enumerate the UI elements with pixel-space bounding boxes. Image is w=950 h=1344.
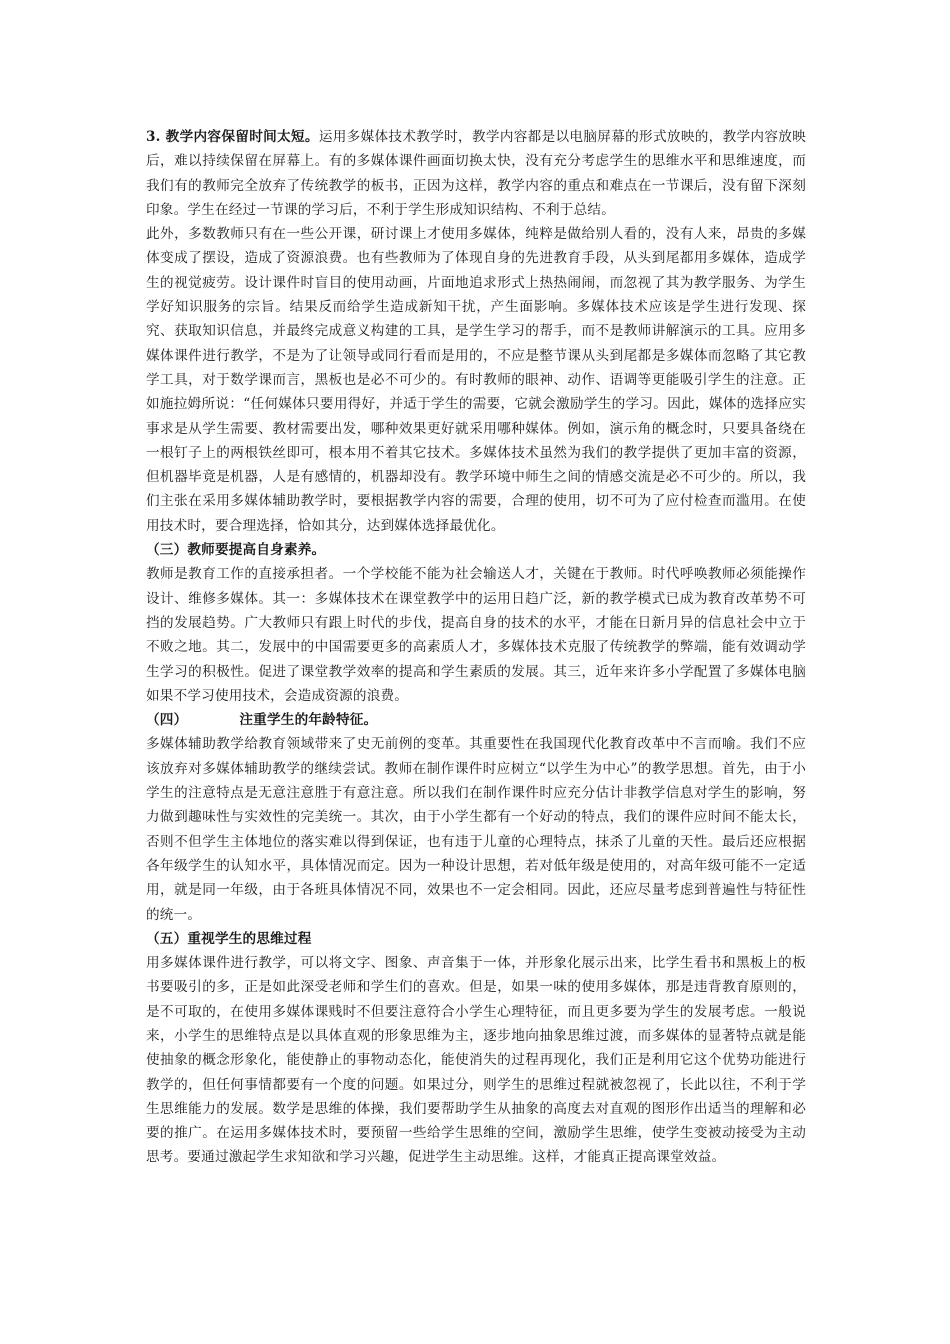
section-three-heading: （三）教师要提高自身素养。 xyxy=(146,542,326,559)
section-four-heading xyxy=(146,708,806,732)
section-3-body: 运用多媒体技术教学时，教学内容都是以电脑屏幕的形式放映的，教学内容放映后，难以持续保留在屏幕上。有的多媒体课件画面切换太快，没有充分考虑学生的思维水平和思维速度，而我们有的教师完全放弃了传统教学的板书，正因为这样，教学内容的重点和难点在一节课后，没有留下深刻印象。学生在经过一节课的学习后，不利于学生形成知识结构、不利于总结。 xyxy=(146,129,806,218)
section-five-heading: （五）重视学生的思维过程 xyxy=(146,930,312,947)
section-3-paragraph xyxy=(146,125,806,222)
section-3-title: 3. 教学内容保留时间太短。 xyxy=(146,129,319,145)
section-three-body: 教师是教育工作的直接承担者。一个学校能不能为社会输送人才，关键在于教师。时代呼唤教师必须能操作设计、维修多媒体。其一：多媒体技术在课堂教学中的运用日趋广泛，新的教学模式已成为教育改革势不可挡的发展趋势。广大教师只有跟上时代的步伐，提高自身的技术的水平，才能在日新月异的信息社会中立于不败之地。其二，发展中的中国需要更多的高素质人才，多媒体技术克服了传统教学的弊端，能有效调动学生学习的积极性。促进了课堂教学效率的提高和学生素质的发展。其三，近年来许多小学配置了多媒体电脑如果不学习使用技术，会造成资源的浪费。 xyxy=(146,566,806,704)
section-four-body: 多媒体辅助教学给教育领域带来了史无前例的变革。其重要性在我国现代化教育改革中不言而喻。我们不应该放弃对多媒体辅助教学的继续尝试。教师在制作课件时应树立“以学生为中心”的教学思想。首先，由于小学生的注意特点是无意注意胜于有意注意。所以我们在制作课件时应充分估计非教学信息对学生的影响，努力做到趣味性与实效性的完美统一。其次，由于小学生都有一个好动的特点，我们的课件应时间不能太长，否则不但学生主体地位的落实难以得到保证，也有违于儿童的心理特点，抹杀了儿童的天性。最后还应根据各年级学生的认知水平，具体情况而定。因为一种设计思想，若对低年级是使用的，对高年级可能不一定适用，就是同一年级，由于各班具体情况不同，效果也不一定会相同。因此，还应尽量考虑到普遍性与特征性的统一。 xyxy=(146,736,806,923)
section-four-heading-number: （四） xyxy=(146,712,188,729)
moreover-paragraph: 此外，多数教师只有在一些公开课，研讨课上才使用多媒体，纯粹是做给别人看的，没有人来，昂贵的多媒体变成了摆设，造成了资源浪费。也有些教师为了体现自身的先进教育手段，从头到尾都用多媒体，造成学生的视觉疲劳。设计课件时盲目的使用动画，片面地追求形式上热热闹闹，而忽视了其为教学服务、为学生学好知识服务的宗旨。结果反而给学生造成新知干扰，产生面影响。多媒体技术应该是学生进行发现、探究、获取知识信息，并最终完成意义构建的工具，是学生学习的帮手，而不是教师讲解演示的工具。应用多媒体课件进行教学，不是为了让领导或同行看而是用的，不应是整节课从头到尾都是多媒体而忽略了其它教学工具，对于数学课而言，黑板也是必不可少的。有时教师的眼神、动作、语调等更能吸引学生的注意。正如施拉姆所说：“任何媒体只要用得好，并适于学生的需要，它就会激励学生的学习。因此，媒体的选择应实事求是从学生需要、教材需要出发，哪种效果更好就采用哪种媒体。例如，演示角的概念时，只要具备绕在一根钉子上的两根铁丝即可，根本用不着其它技术。多媒体技术虽然为我们的教学提供了更加丰富的资源，但机器毕竟是机器，人是有感情的，机器却没有。教学环境中师生之间的情感交流是必不可少的。所以，我们主张在采用多媒体辅助教学时，要根据教学内容的需要，合理的使用，切不可为了应付检查而滥用。在使用技术时，要合理选择，恰如其分，达到媒体选择最优化。 xyxy=(146,226,806,534)
section-five-body: 用多媒体课件进行教学，可以将文字、图象、声音集于一体，并形象化展示出来，比学生看书和黑板上的板书要吸引的多，正是如此深受老师和学生们的喜欢。但是，如果一味的使用多媒体，那是违背教育原则的，是不可取的，在使用多媒体课贱时不但要注意符合小学生心理特征，而且更多要为学生的发展考虑。一般说来，小学生的思维特点是以具体直观的形象思维为主，逐步地向抽象思维过渡，而多媒体的显著特点就是能使抽象的概念形象化，能使静止的事物动态化，能使消失的过程再现化，我们正是利用它这个优势功能进行教学的，但任何事情都要有一个度的问题。如果过分，则学生的思维过程就被忽视了，长此以往，不利于学生思维能力的发展。数学是思维的体操，我们要帮助学生从抽象的高度去对直观的图形作出适当的理解和必要的推广。在运用多媒体技术时，要预留一些给学生思维的空间，激励学生思维，使学生变被动接受为主动思考。要通过激起学生求知欲和学习兴趣，促进学生主动思维。这样，才能真正提高课堂效益。 xyxy=(146,955,806,1166)
document-page xyxy=(146,125,806,1170)
section-four-heading-text: 注重学生的年龄特征。 xyxy=(239,712,378,729)
